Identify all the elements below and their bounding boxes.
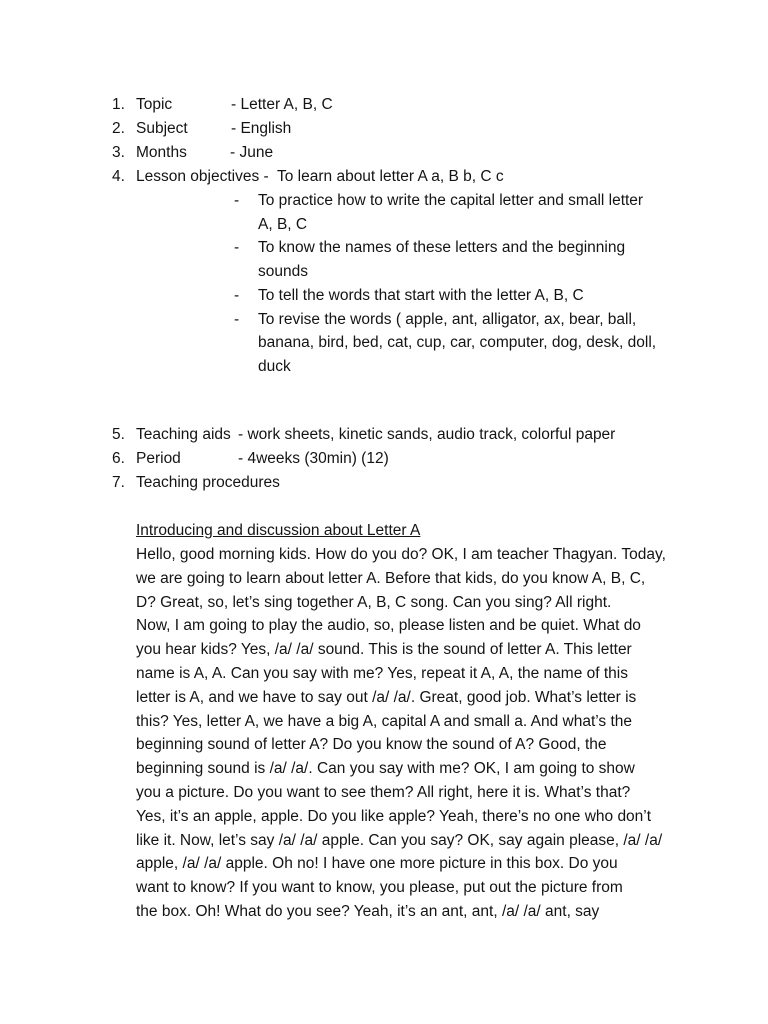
list-term: Teaching procedures bbox=[136, 474, 280, 491]
list-item-teaching-aids bbox=[0, 423, 768, 447]
objective-item bbox=[0, 189, 768, 213]
list-number: 4. bbox=[112, 168, 125, 185]
list-item-period bbox=[0, 447, 768, 471]
paragraph-line bbox=[0, 829, 768, 853]
objective-item bbox=[0, 284, 768, 308]
paragraph-line bbox=[0, 591, 768, 615]
list-item-topic bbox=[0, 93, 768, 117]
paragraph-line bbox=[0, 662, 768, 686]
paragraph-line bbox=[0, 805, 768, 829]
paragraph-line bbox=[0, 733, 768, 757]
paragraph-text: beginning sound is /a/ /a/. Can you say with me? OK, I am going to show bbox=[136, 760, 635, 777]
dash-bullet: - bbox=[234, 287, 240, 304]
objective-text: banana, bird, bed, cat, cup, car, computer, dog, desk, doll, bbox=[258, 334, 657, 351]
paragraph-line bbox=[0, 757, 768, 781]
paragraph-text: letter is A, and we have to say out /a/ /a/. Great, good job. What’s letter is bbox=[136, 689, 637, 706]
list-value: - 4weeks (30min) (12) bbox=[238, 450, 389, 467]
list-item-subject bbox=[0, 117, 768, 141]
section-heading-text: Introducing and discussion about Letter A bbox=[136, 522, 421, 539]
list-term: Teaching aids bbox=[136, 426, 231, 443]
list-item-teaching-procedures bbox=[0, 471, 768, 495]
paragraph-line bbox=[0, 876, 768, 900]
list-value: To learn about letter A a, B b, C c bbox=[277, 168, 504, 185]
objective-continuation bbox=[0, 260, 768, 284]
paragraph-line bbox=[0, 900, 768, 924]
objective-text: To practice how to write the capital letter and small letter bbox=[258, 192, 644, 209]
paragraph-line bbox=[0, 852, 768, 876]
list-term: Subject bbox=[136, 120, 188, 137]
paragraph-text: like it. Now, let’s say /a/ /a/ apple. Can you say? OK, say again please, /a/ /a/ bbox=[136, 832, 663, 849]
objective-continuation bbox=[0, 213, 768, 237]
list-number: 2. bbox=[112, 120, 125, 137]
list-value: - work sheets, kinetic sands, audio track, colorful paper bbox=[238, 426, 616, 443]
objective-text: To revise the words ( apple, ant, alligator, ax, bear, ball, bbox=[258, 311, 637, 328]
paragraph-text: D? Great, so, let’s sing together A, B, C song. Can you sing? All right. bbox=[136, 594, 612, 611]
dash-bullet: - bbox=[234, 192, 240, 209]
objective-text: To tell the words that start with the letter A, B, C bbox=[258, 287, 584, 304]
dash-bullet: - bbox=[234, 239, 240, 256]
paragraph-line bbox=[0, 567, 768, 591]
paragraph-text: the box. Oh! What do you see? Yeah, it’s an ant, ant, /a/ /a/ ant, say bbox=[136, 903, 600, 920]
list-number: 5. bbox=[112, 426, 125, 443]
objective-continuation bbox=[0, 355, 768, 379]
paragraph-line bbox=[0, 710, 768, 734]
paragraph-text: we are going to learn about letter A. Before that kids, do you know A, B, C, bbox=[136, 570, 646, 587]
list-term: Lesson objectives - bbox=[136, 168, 269, 185]
objective-text: A, B, C bbox=[258, 216, 308, 233]
list-item-months bbox=[0, 141, 768, 165]
objective-item bbox=[0, 308, 768, 332]
paragraph-line bbox=[0, 781, 768, 805]
paragraph-text: beginning sound of letter A? Do you know the sound of A? Good, the bbox=[136, 736, 607, 753]
list-term: Period bbox=[136, 450, 181, 467]
paragraph-line bbox=[0, 686, 768, 710]
dash-bullet: - bbox=[234, 311, 240, 328]
paragraph-line bbox=[0, 543, 768, 567]
paragraph-text: this? Yes, letter A, we have a big A, capital A and small a. And what’s the bbox=[136, 713, 633, 730]
list-number: 7. bbox=[112, 474, 125, 491]
list-number: 3. bbox=[112, 144, 125, 161]
paragraph-text: Hello, good morning kids. How do you do? OK, I am teacher Thagyan. Today, bbox=[136, 546, 666, 563]
paragraph-text: apple, /a/ /a/ apple. Oh no! I have one more picture in this box. Do you bbox=[136, 855, 618, 872]
paragraph-line bbox=[0, 638, 768, 662]
list-value: - June bbox=[230, 144, 274, 161]
objective-text: sounds bbox=[258, 263, 308, 280]
paragraph-line bbox=[0, 614, 768, 638]
paragraph-text: name is A, A. Can you say with me? Yes, repeat it A, A, the name of this bbox=[136, 665, 628, 682]
list-number: 6. bbox=[112, 450, 125, 467]
list-item-lesson-objectives bbox=[0, 165, 768, 189]
paragraph-text: Now, I am going to play the audio, so, please listen and be quiet. What do bbox=[136, 617, 641, 634]
list-number: 1. bbox=[112, 96, 125, 113]
objective-text: To know the names of these letters and the beginning bbox=[258, 239, 626, 256]
paragraph-text: you a picture. Do you want to see them? All right, here it is. What’s that? bbox=[136, 784, 631, 801]
objective-continuation bbox=[0, 331, 768, 355]
list-term: Months bbox=[136, 144, 187, 161]
paragraph-text: you hear kids? Yes, /a/ /a/ sound. This is the sound of letter A. This letter bbox=[136, 641, 632, 658]
objective-item bbox=[0, 236, 768, 260]
paragraph-text: Yes, it’s an apple, apple. Do you like apple? Yeah, there’s no one who don’t bbox=[136, 808, 652, 825]
list-term: Topic bbox=[136, 96, 173, 113]
list-value: - English bbox=[231, 120, 292, 137]
paragraph-text: want to know? If you want to know, you please, put out the picture from bbox=[136, 879, 623, 896]
objective-text: duck bbox=[258, 358, 291, 375]
section-heading bbox=[0, 519, 768, 543]
list-value: - Letter A, B, C bbox=[231, 96, 333, 113]
